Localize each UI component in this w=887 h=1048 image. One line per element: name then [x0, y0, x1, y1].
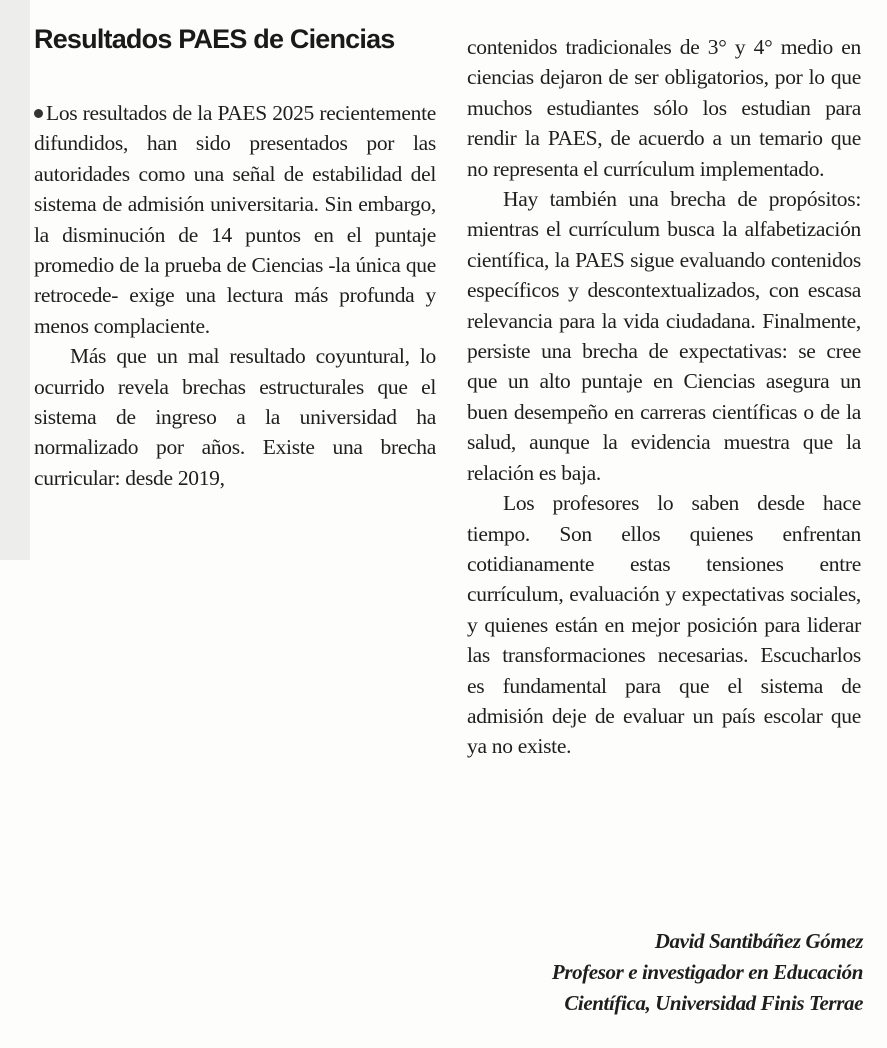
author-institution: Científica, Universidad Finis Terrae — [564, 991, 863, 1015]
bullet-icon — [34, 109, 43, 118]
paragraph-2-continued: contenidos tradicionales de 3° y 4° medio en ciencias dejaron de ser obligatorios, por lo que muchos estudiantes sólo los estudian para rendir la PAES, de acuerdo a un temario que no representa el currículum implementado. — [467, 35, 861, 181]
paragraph-1-text: Los resultados de la PAES 2025 recientemente difundidos, han sido presentados por las autoridades como una señal de estabilidad del sistema de admisión universitaria. Sin embargo, la disminución de 14 puntos en el puntaje promedio de la prueba de Ciencias -la única que retrocede- exige una lectura más profunda y menos complaciente. — [34, 101, 436, 338]
left-column — [34, 98, 436, 493]
paragraph-2: Más que un mal resultado coyuntural, lo ocurrido revela brechas estructurales que el sistema de ingreso a la universidad ha normalizado por años. Existe una brecha curricular: desde 2019, — [34, 344, 436, 490]
paragraph-3: Hay también una brecha de propósitos: mientras el currículum busca la alfabetización científica, la PAES sigue evaluando contenidos específicos y descontextualizados, con escasa relevancia para la vida ciudadana. Finalmente, persiste una brecha de expectativas: se cree que un alto puntaje en Ciencias asegura un buen desempeño en carreras científicas o de la salud, aunque la evidencia muestra que la relación es baja. — [467, 187, 861, 485]
right-column — [467, 32, 861, 762]
paragraph-4: Los profesores lo saben desde hace tiempo. Son ellos quienes enfrentan cotidianamente estas tensiones entre currículum, evaluación y expectativas sociales, y quienes están en mejor posición para liderar las transformaciones necesarias. Escucharlos es fundamental para que el sistema de admisión deje de evaluar un país escolar que ya no existe. — [467, 491, 861, 759]
signature-block — [443, 926, 863, 1019]
margin-shade — [0, 0, 30, 560]
paragraph-1 — [34, 98, 436, 341]
author-role: Profesor e investigador en Educación — [551, 960, 863, 984]
author-name: David Santibáñez Gómez — [654, 929, 863, 953]
article-title: Resultados PAES de Ciencias — [34, 24, 395, 54]
